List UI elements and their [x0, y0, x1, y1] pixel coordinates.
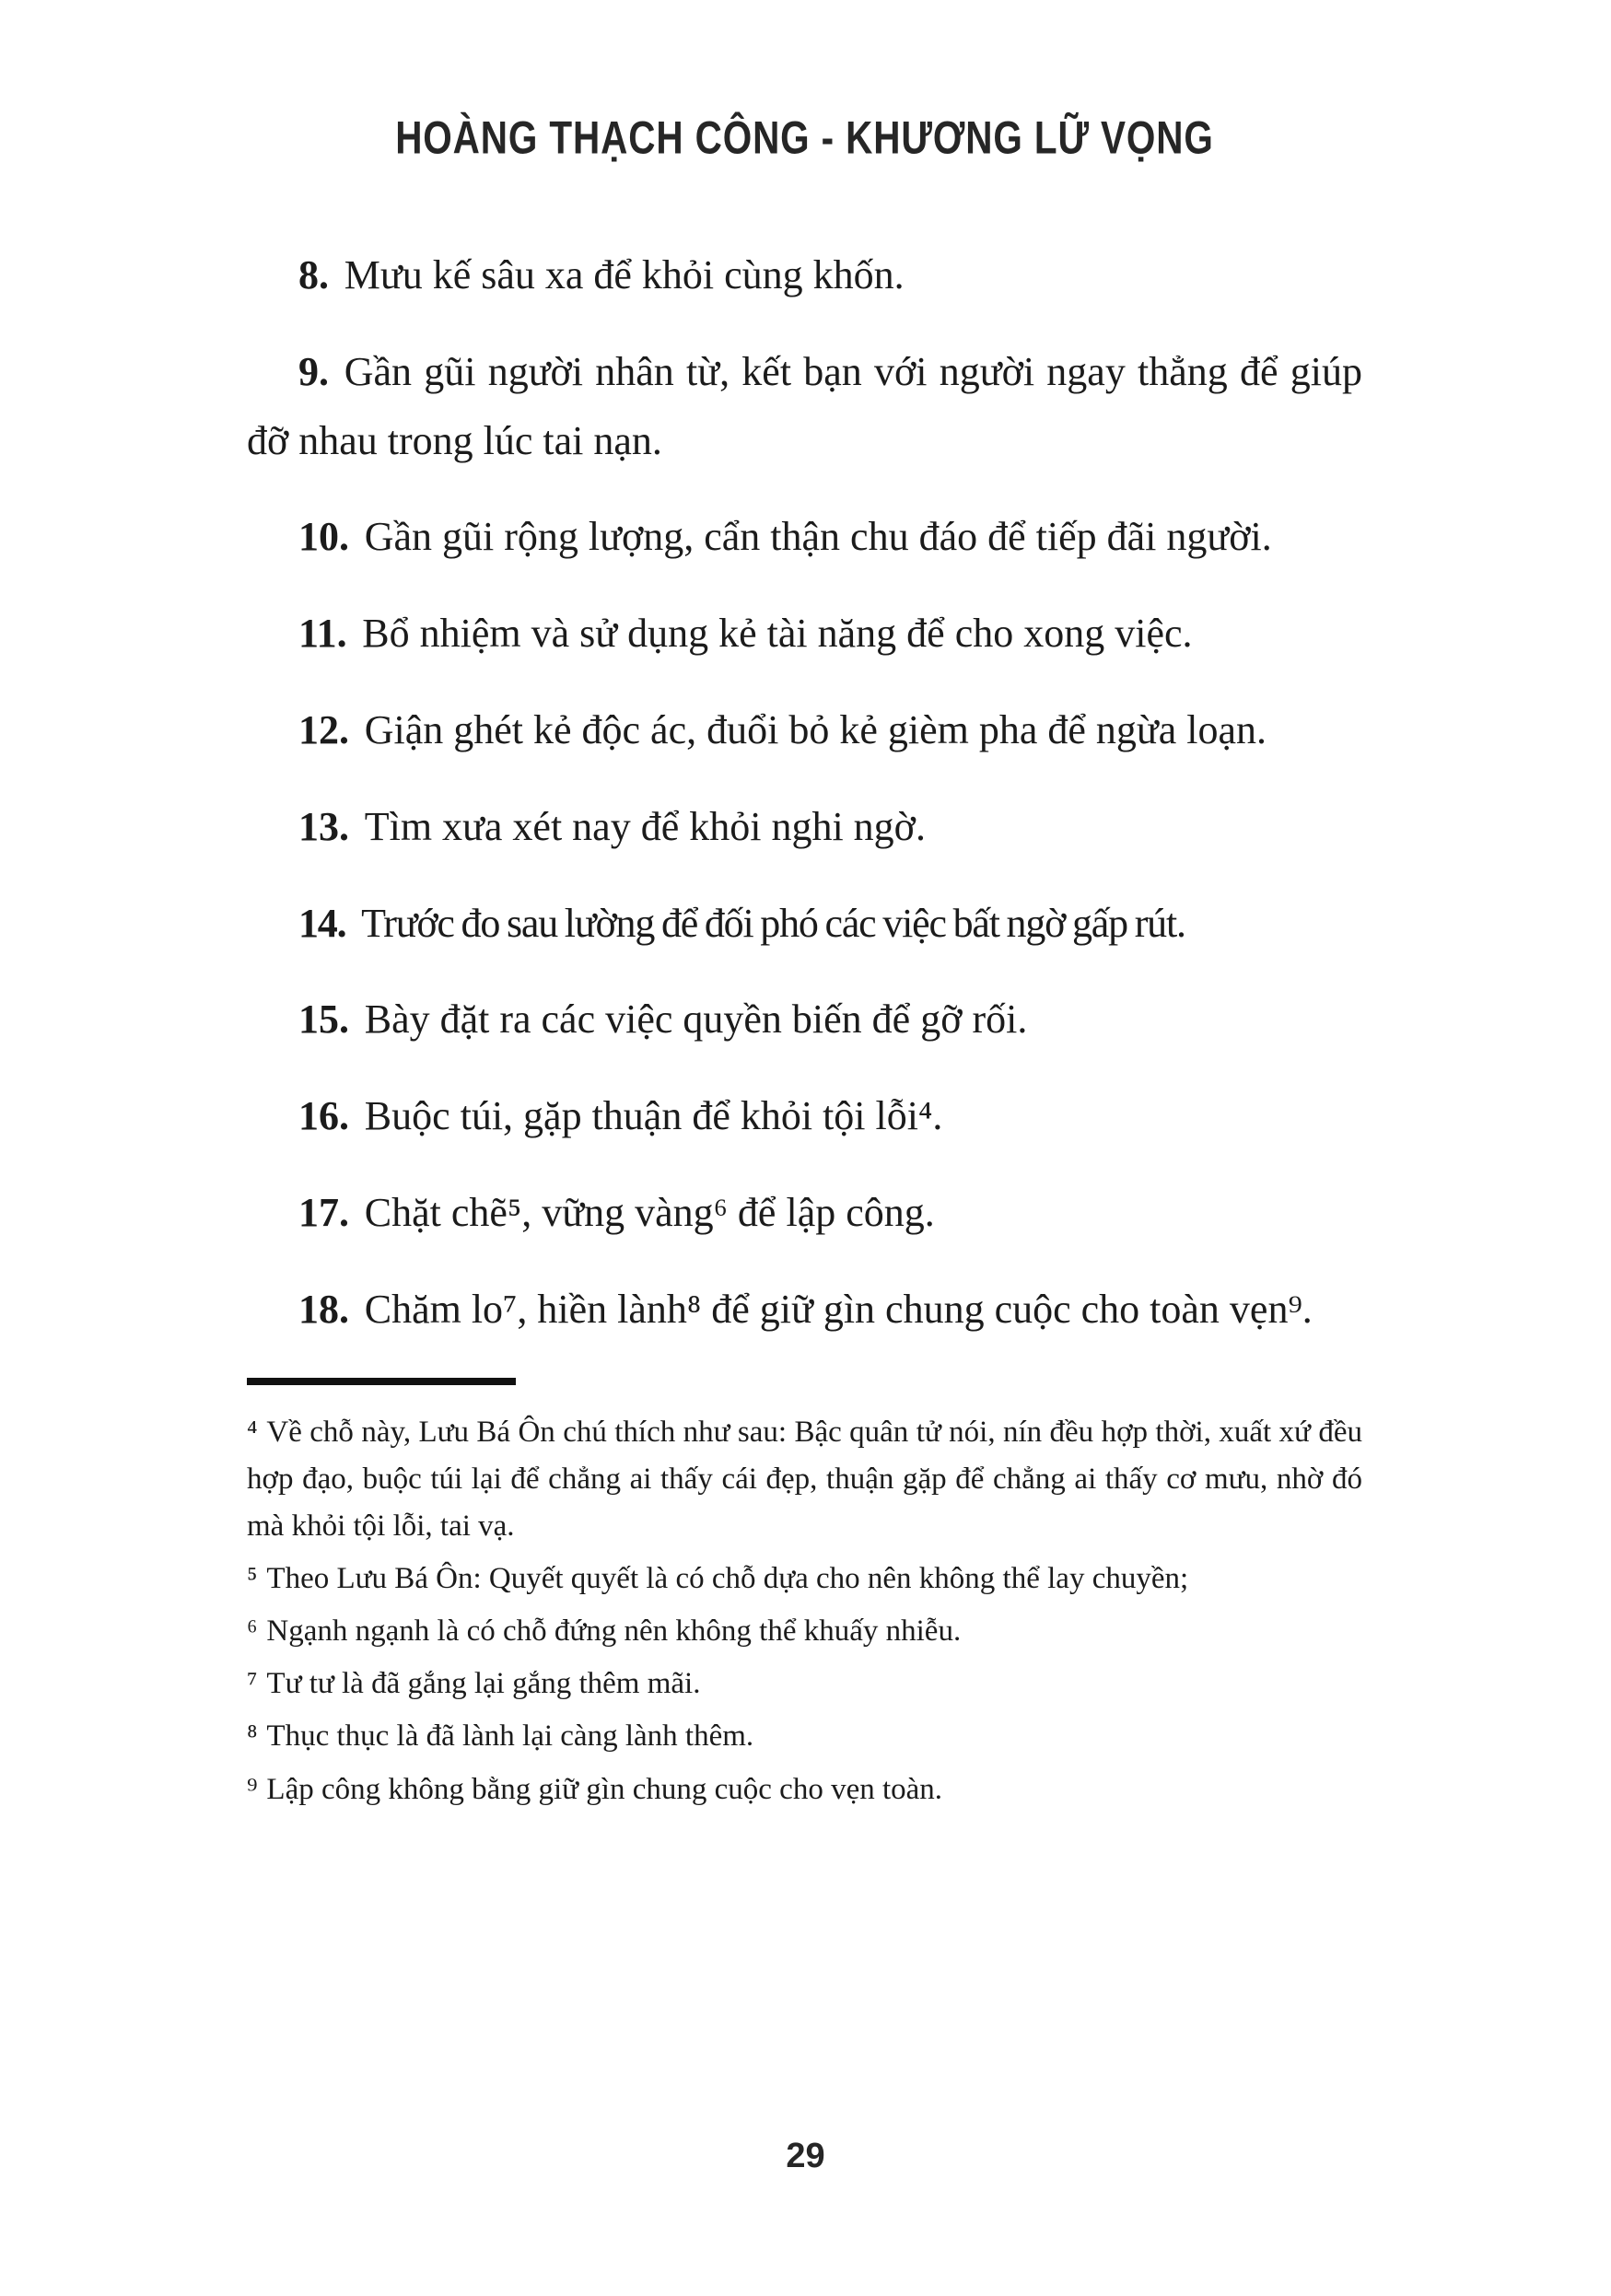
footnote-text: Theo Lưu Bá Ôn: Quyết quyết là có chỗ dựa cho nên không thể lay chuyền;: [266, 1561, 1189, 1595]
item-text: Tìm xưa xét nay để khỏi nghi ngờ.: [364, 803, 926, 849]
item-text: Bổ nhiệm và sử dụng kẻ tài năng để cho xong việc.: [362, 611, 1193, 657]
list-item-14: [247, 890, 1362, 959]
footnote-marker: ⁷: [247, 1667, 258, 1701]
list-item-11: [247, 600, 1362, 669]
footnote-marker: ⁹: [247, 1772, 258, 1806]
footnote-5: [247, 1556, 1362, 1603]
footnote-text: Về chỗ này, Lưu Bá Ôn chú thích như sau: Bậc quân tử nói, nín đều hợp thời, xuất xứ đều hợp đạo, buộc túi lại để chẳng ai thấy cái đẹp, thuận gặp để chẳng ai thấy cơ mưu, nhờ đó mà khỏi tội lỗi, tai vạ.: [247, 1415, 1362, 1543]
footnote-text: Lập công không bằng giữ gìn chung cuộc cho vẹn toàn.: [266, 1772, 943, 1806]
footnote-marker: ⁸: [247, 1719, 258, 1754]
item-text: Mưu kế sâu xa để khỏi cùng khốn.: [344, 252, 905, 297]
list-item-12: [247, 696, 1362, 765]
running-header: HOÀNG THẠCH CÔNG - KHƯƠNG LỮ VỌNG: [395, 111, 1214, 164]
item-text: Gần gũi người nhân từ, kết bạn với người ngay thẳng để giúp đỡ nhau trong lúc tai nạn.: [247, 348, 1362, 463]
item-number: 12.: [298, 706, 349, 752]
item-number: 14.: [298, 900, 346, 946]
item-number: 16.: [298, 1093, 349, 1139]
footnote-marker: ⁴: [247, 1415, 258, 1449]
footnote-marker: ⁵: [247, 1561, 258, 1595]
item-text: Trước đo sau lường để đối phó các việc bất ngờ gấp rút.: [361, 900, 1185, 946]
footnote-4: [247, 1409, 1362, 1550]
item-text: Bày đặt ra các việc quyền biến để gỡ rối.: [364, 996, 1028, 1043]
page-number: 29: [786, 2137, 825, 2175]
list-item-16: [247, 1082, 1362, 1151]
body-text: [247, 241, 1362, 1345]
item-number: 8.: [298, 252, 329, 297]
item-text: Buộc túi, gặp thuận để khỏi tội lỗi⁴.: [364, 1093, 943, 1139]
item-number: 13.: [298, 803, 349, 849]
footnote-7: [247, 1661, 1362, 1707]
footnotes-block: [247, 1409, 1362, 1813]
list-item-18: [247, 1276, 1362, 1345]
footnote-divider: [247, 1378, 516, 1385]
list-item-17: [247, 1179, 1362, 1248]
item-number: 18.: [298, 1286, 349, 1332]
item-text: Gần gũi rộng lượng, cẩn thận chu đáo để tiếp đãi người.: [364, 514, 1272, 560]
footnote-marker: ⁶: [247, 1614, 258, 1649]
item-number: 15.: [298, 996, 349, 1043]
footnote-text: Ngạnh ngạnh là có chỗ đứng nên không thể khuấy nhiễu.: [266, 1614, 962, 1649]
item-number: 10.: [298, 514, 349, 560]
footnote-8: [247, 1713, 1362, 1760]
item-number: 11.: [298, 611, 347, 657]
item-number: 9.: [298, 348, 329, 394]
item-text: Chăm lo⁷, hiền lành⁸ để giữ gìn chung cuộc cho toàn vẹn⁹.: [364, 1286, 1313, 1332]
footnote-text: Thục thục là đã lành lại càng lành thêm.: [266, 1719, 754, 1754]
footnote-9: [247, 1766, 1362, 1813]
list-item-10: [247, 503, 1362, 572]
footnote-6: [247, 1608, 1362, 1655]
list-item-15: [247, 985, 1362, 1055]
list-item-8: [247, 241, 1362, 310]
list-item-13: [247, 793, 1362, 862]
item-text: Chặt chẽ⁵, vững vàng⁶ để lập công.: [364, 1189, 935, 1235]
item-text: Giận ghét kẻ độc ác, đuổi bỏ kẻ gièm pha để ngừa loạn.: [364, 706, 1267, 752]
footnote-text: Tư tư là đã gắng lại gắng thêm mãi.: [266, 1667, 701, 1701]
list-item-9: [247, 338, 1362, 476]
item-number: 17.: [298, 1189, 349, 1235]
